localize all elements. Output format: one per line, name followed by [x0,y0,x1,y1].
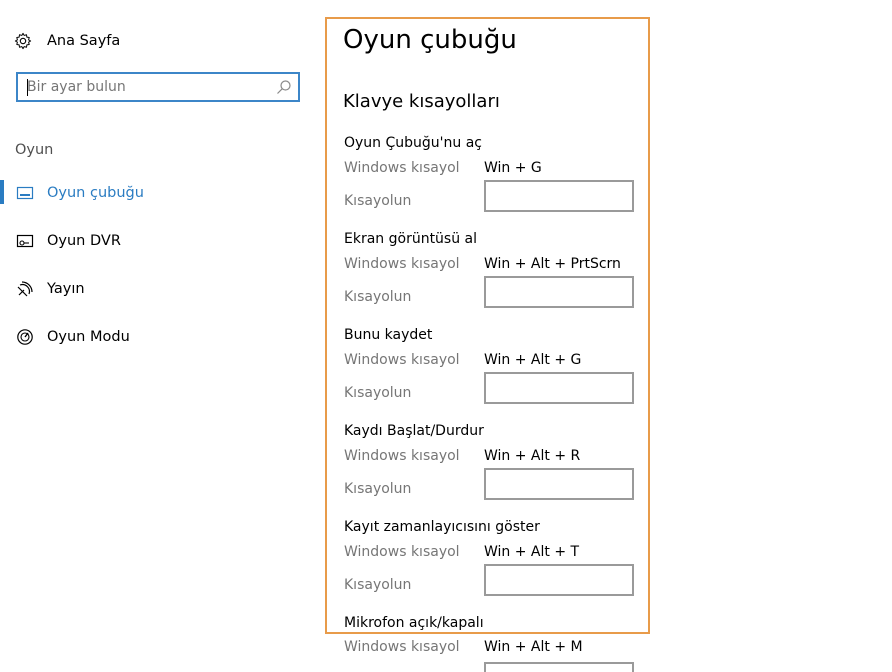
gear-icon [14,32,32,50]
custom-shortcut-input[interactable] [484,372,634,404]
custom-shortcut-input[interactable] [484,276,634,308]
custom-shortcut-label: Kısayolun [344,385,412,401]
custom-shortcut-label: Kısayolun [344,289,412,305]
sidebar-item-oyun-dvr[interactable] [0,226,320,256]
windows-shortcut-value: Win + Alt + M [484,639,583,655]
windows-shortcut-label: Windows kısayol [344,639,460,655]
shortcut-name: Oyun Çubuğu'nu aç [344,135,482,151]
custom-shortcut-input[interactable] [484,662,634,672]
shortcut-name: Mikrofon açık/kapalı [344,615,484,631]
windows-shortcut-label: Windows kısayol [344,448,460,464]
game-dvr-icon [16,232,34,250]
section-title: Klavye kısayolları [343,91,500,112]
shortcut-group [327,327,648,423]
custom-shortcut-input[interactable] [484,468,634,500]
search-icon[interactable] [276,79,292,95]
windows-shortcut-value: Win + Alt + G [484,352,582,368]
custom-shortcut-label: Kısayolun [344,481,412,497]
shortcut-group [327,231,648,327]
panel-overflow [325,634,655,672]
windows-shortcut-label: Windows kısayol [344,160,460,176]
section-label: Oyun [15,142,54,158]
sidebar-item-oyun-modu[interactable] [0,322,320,352]
windows-shortcut-label: Windows kısayol [344,352,460,368]
sidebar-item-label: Oyun çubuğu [47,185,144,201]
custom-shortcut-input[interactable] [484,180,634,212]
sidebar-item-label: Oyun Modu [47,329,130,345]
search-box[interactable] [16,72,300,102]
custom-shortcut-input[interactable] [484,564,634,596]
windows-shortcut-value: Win + G [484,160,542,176]
windows-shortcut-label: Windows kısayol [344,544,460,560]
sidebar-item-yayin[interactable] [0,274,320,304]
broadcast-icon [16,280,34,298]
shortcut-name: Bunu kaydet [344,327,433,343]
windows-shortcut-value: Win + Alt + T [484,544,580,560]
shortcut-group [327,519,648,615]
shortcut-name: Kayıt zamanlayıcısını göster [344,519,540,535]
sidebar-item-label: Yayın [47,281,85,297]
page-title: Oyun çubuğu [343,25,517,55]
gamebar-icon [16,184,34,202]
sidebar-item-oyun-cubugu[interactable] [0,178,320,208]
shortcut-name: Ekran görüntüsü al [344,231,478,247]
game-mode-icon [16,328,34,346]
windows-shortcut-value: Win + Alt + R [484,448,581,464]
shortcut-group [327,615,648,634]
shortcut-name: Kaydı Başlat/Durdur [344,423,484,439]
search-input[interactable] [18,74,276,100]
sidebar-item-label: Oyun DVR [47,233,121,249]
text-caret [27,79,28,96]
active-indicator [0,180,4,204]
home-link[interactable] [14,30,120,52]
windows-shortcut-value: Win + Alt + PrtScrn [484,256,621,272]
custom-shortcut-label: Kısayolun [344,577,412,593]
settings-panel [325,17,650,634]
custom-shortcut-label: Kısayolun [344,193,412,209]
sidebar [0,0,320,672]
shortcut-group [327,423,648,519]
home-label: Ana Sayfa [47,33,121,49]
shortcut-group [327,135,648,231]
windows-shortcut-label: Windows kısayol [344,256,460,272]
